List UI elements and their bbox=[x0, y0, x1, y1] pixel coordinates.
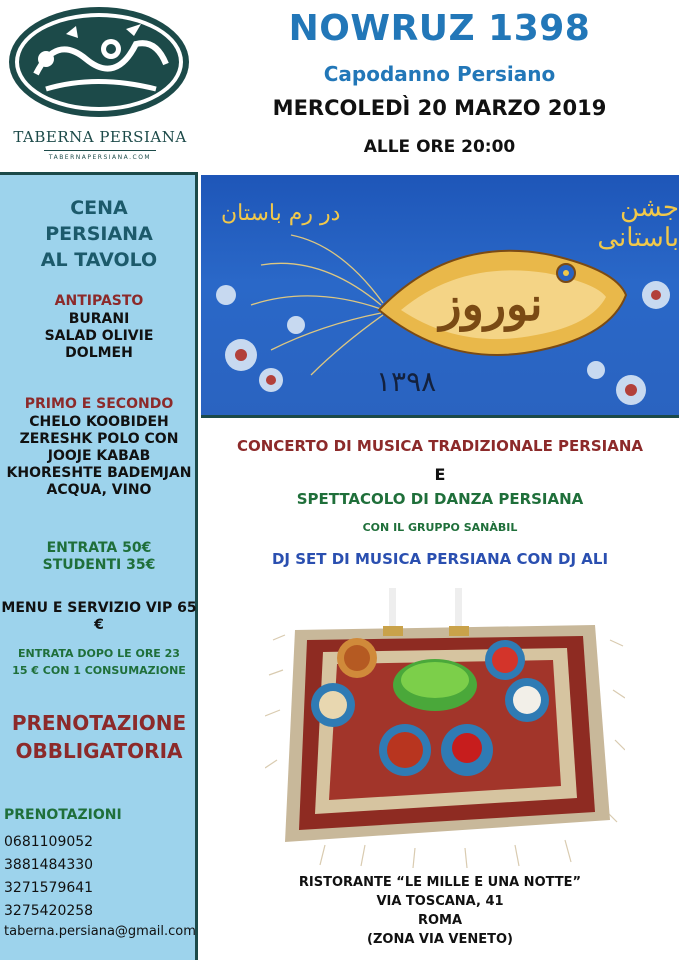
late-entry-line: 15 € CON 1 CONSUMAZIONE bbox=[12, 664, 186, 677]
dinner-title-line: PERSIANA bbox=[45, 223, 153, 245]
menu-item: CHELO KOOBIDEH bbox=[29, 414, 169, 430]
antipasto-list bbox=[0, 311, 198, 362]
price-students: STUDENTI 35€ bbox=[42, 557, 156, 573]
menu-item: BURANI bbox=[68, 311, 130, 327]
event-date: MERCOLEDÌ 20 MARZO 2019 bbox=[272, 96, 607, 120]
venue-area: (ZONA VIA VENETO) bbox=[367, 932, 513, 947]
dinner-title bbox=[0, 195, 198, 273]
booking-line: OBBLIGATORIA bbox=[15, 739, 183, 763]
banner-year: ۱۳۹۸ bbox=[376, 365, 437, 398]
menu-item: DOLMEH bbox=[65, 345, 133, 361]
logo-url: TABERNAPERSIANA.COM bbox=[48, 154, 152, 161]
dinner-title-line: CENA bbox=[70, 197, 128, 219]
late-entry bbox=[0, 645, 198, 679]
booking-required bbox=[0, 709, 198, 765]
logo bbox=[0, 0, 200, 172]
event-dance: SPETTACOLO DI DANZA PERSIANA bbox=[296, 490, 584, 508]
primo-list bbox=[0, 414, 198, 499]
phone-number[interactable]: 3275420258 bbox=[4, 903, 94, 919]
menu-item: KHORESHTE BADEMJAN bbox=[6, 465, 192, 481]
banner-title-left: در رم باستان bbox=[221, 201, 341, 226]
menu-item: ACQUA, VINO bbox=[46, 482, 152, 498]
venue-street: VIA TOSCANA, 41 bbox=[376, 894, 504, 909]
event-dj-set: DJ SET DI MUSICA PERSIANA CON DJ ALI bbox=[271, 550, 609, 568]
contact-email[interactable]: taberna.persiana@gmail.com bbox=[4, 924, 196, 939]
logo-divider bbox=[44, 150, 156, 151]
event-title: NOWRUZ 1398 bbox=[288, 8, 591, 49]
menu-item: ZERESHK POLO CON bbox=[19, 431, 179, 447]
haft-sin-table-image bbox=[265, 580, 625, 870]
menu-item: SALAD OLIVIE bbox=[44, 328, 154, 344]
antipasto-heading: ANTIPASTO bbox=[54, 293, 144, 309]
nowruz-banner bbox=[201, 175, 679, 418]
dinner-title-line: AL TAVOLO bbox=[40, 249, 158, 271]
venue-name: RISTORANTE “LE MILLE E UNA NOTTE” bbox=[298, 875, 582, 890]
contacts-heading: PRENOTAZIONI bbox=[4, 807, 122, 823]
event-subtitle: Capodanno Persiano bbox=[323, 62, 556, 86]
prices bbox=[0, 540, 198, 574]
event-concert: CONCERTO DI MUSICA TRADIZIONALE PERSIANA bbox=[236, 437, 643, 455]
late-entry-line: ENTRATA DOPO LE ORE 23 bbox=[18, 647, 180, 660]
banner-center-text: نوروز bbox=[439, 277, 543, 331]
booking-line: PRENOTAZIONE bbox=[11, 711, 187, 735]
event-time: ALLE ORE 20:00 bbox=[363, 137, 516, 157]
event-group: CON IL GRUPPO SANÀBIL bbox=[362, 521, 518, 534]
venue-address bbox=[260, 873, 620, 949]
banner-title-right: جشن باستانی bbox=[597, 193, 679, 253]
event-and: E bbox=[434, 465, 446, 484]
primo-heading: PRIMO E SECONDO bbox=[24, 396, 174, 412]
menu-item: JOOJE KABAB bbox=[47, 448, 151, 464]
logo-name: TABERNA PERSIANA bbox=[13, 128, 187, 146]
taberna-persiana-logo-emblem bbox=[6, 4, 192, 120]
phone-number[interactable]: 3881484330 bbox=[4, 857, 94, 873]
phone-number[interactable]: 3271579641 bbox=[4, 880, 94, 896]
phone-number[interactable]: 0681109052 bbox=[4, 834, 94, 850]
vip-price: MENU E SERVIZIO VIP 65 € bbox=[1, 600, 197, 633]
menu-sidebar bbox=[0, 172, 198, 960]
venue-city: ROMA bbox=[417, 913, 463, 928]
price-entry: ENTRATA 50€ bbox=[46, 540, 152, 556]
phone-list bbox=[4, 831, 93, 923]
